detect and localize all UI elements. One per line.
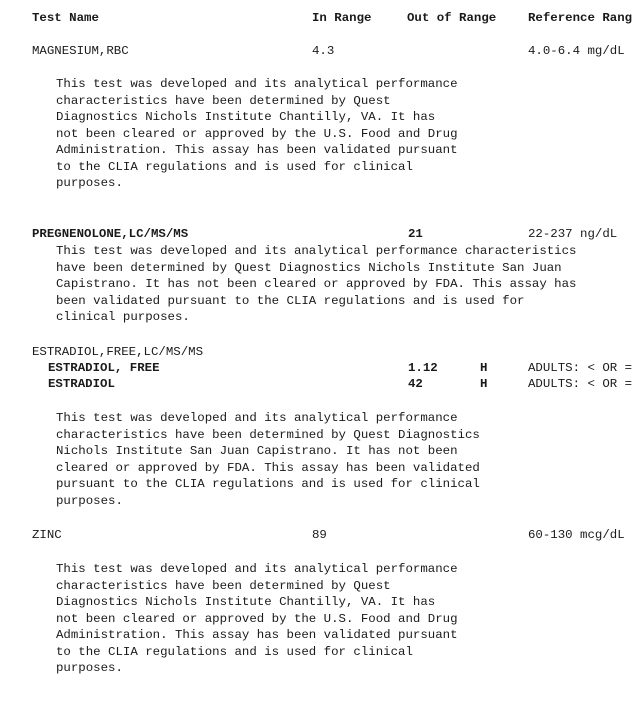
test-name-zinc: ZINC [32,528,62,542]
reference-magnesium: 4.0-6.4 mg/dL [528,44,625,58]
subtest-flag: H [480,361,488,375]
result-zinc: 89 [312,528,327,542]
subtest-value: 1.12 [408,361,438,375]
reference-pregnenolone: 22-237 ng/dL [528,227,618,241]
subtest-flag: H [480,377,488,391]
header-out-of-range: Out of Range [407,11,497,25]
note-pregnenolone: This test was developed and its analytical performance characteristics have been determined by Quest Diagnostics Nichols Institute San Juan Capistrano. It has not been cleared or approved by FDA. This assay has been validated pursuant to the CLIA regulations and is used for clinical purposes. [56,244,577,324]
header-in-range: In Range [312,11,372,25]
header-test-name: Test Name [32,11,99,25]
reference-zinc: 60-130 mcg/dL [528,528,625,542]
header-reference-range: Reference Rang [528,11,633,25]
note-zinc: This test was developed and its analytical performance characteristics have been determined by Quest Diagnostics Nichols Institute Chantilly, VA. It has not been cleared or approved by the U.S. Food and Drug Administration. This assay has been validated pursuant to the CLIA regulations and is used for clinical purposes. [56,562,458,675]
test-name-magnesium: MAGNESIUM,RBC [32,44,129,58]
subtest-name: ESTRADIOL [48,377,115,391]
result-magnesium: 4.3 [312,44,335,58]
test-name-pregnenolone: PREGNENOLONE,LC/MS/MS [32,227,189,241]
subtest-name: ESTRADIOL, FREE [48,361,160,375]
subtest-value: 42 [408,377,423,391]
result-pregnenolone: 21 [408,227,423,241]
subtest-reference: ADULTS: < OR = [528,361,633,375]
test-name-estradiol: ESTRADIOL,FREE,LC/MS/MS [32,345,204,359]
note-estradiol: This test was developed and its analytical performance characteristics have been determined by Quest Diagnostics Nichols Institute San Juan Capistrano. It has not been cleared or approved by FDA. This assay has been validated pursuant to the CLIA regulations and is used for clinical purposes. [56,411,480,508]
subtest-reference: ADULTS: < OR = [528,377,633,391]
note-magnesium: This test was developed and its analytical performance characteristics have been determined by Quest Diagnostics Nichols Institute Chantilly, VA. It has not been cleared or approved by the U.S. Food and Drug Administration. This assay has been validated pursuant to the CLIA regulations and is used for clinical purposes. [56,77,458,190]
